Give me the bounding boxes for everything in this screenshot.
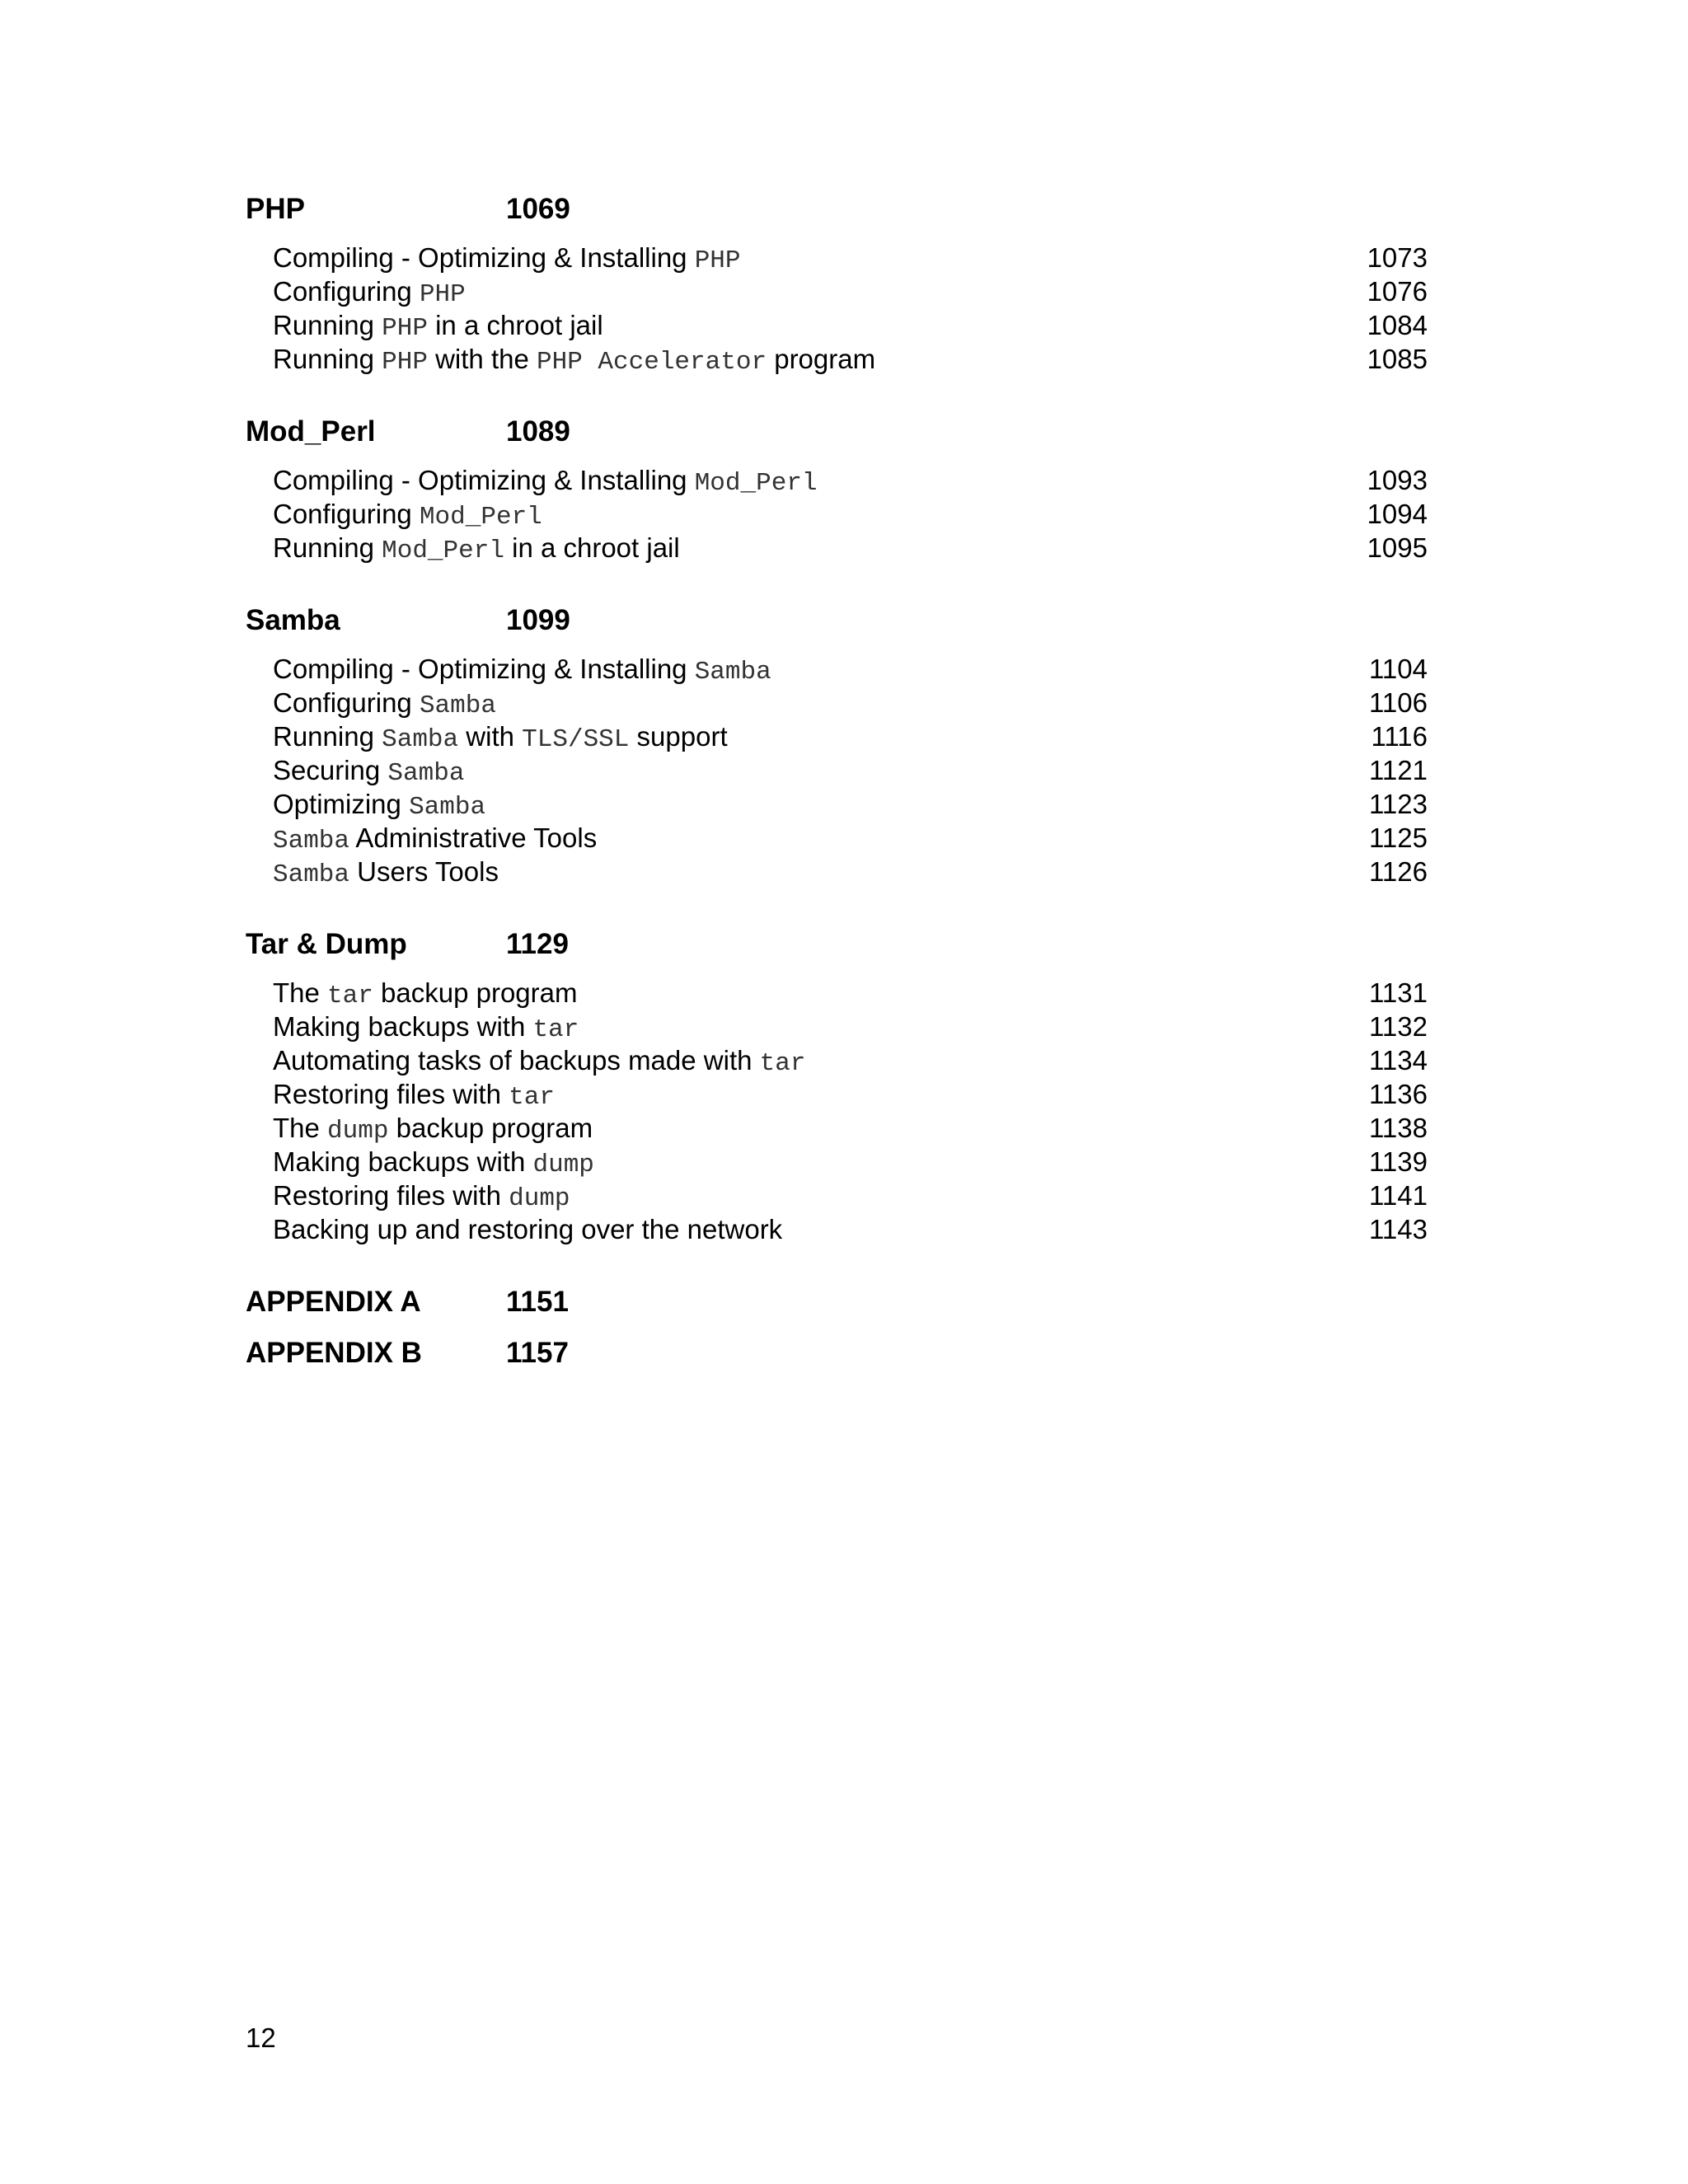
toc-entry xyxy=(246,821,1428,855)
entry-text: backup program xyxy=(388,1113,593,1143)
entry-page-number: 1138 xyxy=(1369,1113,1428,1143)
entry-code-text: tar xyxy=(509,1083,555,1112)
entry-list xyxy=(246,241,1428,376)
section-title: Tar & Dump xyxy=(246,928,407,960)
toc-appendices xyxy=(246,1286,1428,1383)
appendix-page-number: 1151 xyxy=(506,1286,569,1318)
appendix-heading xyxy=(246,1337,1428,1383)
toc-entry xyxy=(246,753,1428,787)
entry-text: Running xyxy=(273,310,382,340)
entry-text: Running xyxy=(273,344,382,374)
entry-text: Making backups with xyxy=(273,1011,533,1042)
entry-title xyxy=(273,342,875,379)
entry-code-text: Mod_Perl xyxy=(419,503,542,532)
entry-page-number: 1106 xyxy=(1369,687,1428,718)
entry-text: Securing xyxy=(273,755,388,785)
toc-entry xyxy=(246,1043,1428,1077)
entry-text: with xyxy=(458,721,523,752)
entry-page-number: 1076 xyxy=(1367,276,1428,307)
entry-text: Running xyxy=(273,532,382,563)
entry-code-text: PHP xyxy=(382,314,428,343)
entry-code-text: Mod_Perl xyxy=(382,537,504,565)
toc-entry xyxy=(246,1179,1428,1212)
toc-entry xyxy=(246,652,1428,686)
page-number: 12 xyxy=(246,2022,276,2053)
entry-code-text: Mod_Perl xyxy=(694,469,818,498)
entry-title xyxy=(273,497,542,534)
entry-title xyxy=(273,855,499,892)
section-heading xyxy=(246,415,1428,462)
toc-entry xyxy=(246,274,1428,308)
toc-section xyxy=(246,928,1428,1246)
toc-entry xyxy=(246,308,1428,342)
entry-title xyxy=(273,787,485,824)
entry-title xyxy=(273,241,741,278)
entry-title xyxy=(273,719,728,757)
entry-text: Compiling - Optimizing & Installing xyxy=(273,654,695,684)
entry-list xyxy=(246,976,1428,1246)
entry-title xyxy=(273,274,466,312)
entry-text: in a chroot jail xyxy=(427,310,603,340)
toc-entry xyxy=(246,855,1428,888)
appendix-heading xyxy=(246,1286,1428,1332)
entry-title xyxy=(273,531,680,568)
toc-entry xyxy=(246,463,1428,497)
entry-title xyxy=(273,652,771,689)
entry-text: Making backups with xyxy=(273,1146,533,1177)
entry-page-number: 1116 xyxy=(1371,721,1428,752)
entry-text: backup program xyxy=(373,977,578,1008)
entry-text: program xyxy=(767,344,876,374)
entry-code-text: Samba xyxy=(273,860,350,889)
entry-text: Compiling - Optimizing & Installing xyxy=(273,242,695,273)
entry-page-number: 1104 xyxy=(1369,654,1428,684)
entry-page-number: 1126 xyxy=(1369,856,1428,887)
toc-entry xyxy=(246,531,1428,565)
entry-text: support xyxy=(629,721,728,752)
toc-entry xyxy=(246,976,1428,1010)
entry-text: Optimizing xyxy=(273,789,410,819)
section-heading xyxy=(246,193,1428,239)
entry-title xyxy=(273,821,597,858)
entry-list xyxy=(246,652,1428,888)
entry-code-text: tar xyxy=(532,1015,579,1044)
section-title: Mod_Perl xyxy=(246,415,376,448)
entry-title xyxy=(273,1111,593,1148)
entry-text: Backing up and restoring over the network xyxy=(273,1214,783,1244)
entry-text: The xyxy=(273,977,328,1008)
table-of-contents xyxy=(246,193,1428,1388)
entry-title xyxy=(273,976,578,1013)
entry-page-number: 1141 xyxy=(1369,1180,1428,1211)
section-page-number: 1099 xyxy=(506,604,570,636)
entry-code-text: Samba xyxy=(273,827,350,855)
entry-text: Users Tools xyxy=(349,856,499,887)
entry-code-text: Samba xyxy=(419,691,496,720)
entry-text: in a chroot jail xyxy=(504,532,680,563)
entry-text: with the xyxy=(427,344,537,374)
entry-text: Restoring files with xyxy=(273,1079,509,1109)
toc-section xyxy=(246,193,1428,376)
toc-section xyxy=(246,604,1428,888)
entry-code-text: dump xyxy=(327,1117,389,1146)
toc-entry xyxy=(246,342,1428,376)
entry-text: The xyxy=(273,1113,328,1143)
entry-title xyxy=(273,1077,555,1114)
entry-title xyxy=(273,1010,579,1047)
entry-title xyxy=(273,753,464,790)
entry-page-number: 1121 xyxy=(1369,755,1428,785)
entry-code-text: PHP xyxy=(419,280,466,309)
entry-text: Running xyxy=(273,721,382,752)
appendix-title: APPENDIX B xyxy=(246,1337,422,1369)
entry-page-number: 1125 xyxy=(1369,823,1428,853)
entry-text: Administrative Tools xyxy=(349,823,598,853)
section-heading xyxy=(246,928,1428,974)
appendix-title: APPENDIX A xyxy=(246,1286,421,1318)
entry-code-text: tar xyxy=(759,1049,806,1078)
toc-sections xyxy=(246,193,1428,1246)
entry-page-number: 1094 xyxy=(1367,499,1428,529)
entry-title xyxy=(273,1212,782,1246)
entry-code-text: PHP xyxy=(382,348,428,377)
section-title: PHP xyxy=(246,193,305,225)
entry-page-number: 1139 xyxy=(1369,1146,1428,1177)
entry-code-text: dump xyxy=(532,1151,594,1179)
appendix-page-number: 1157 xyxy=(506,1337,569,1369)
toc-entry xyxy=(246,787,1428,821)
entry-page-number: 1093 xyxy=(1367,465,1428,495)
toc-section xyxy=(246,415,1428,565)
entry-page-number: 1084 xyxy=(1367,310,1428,340)
entry-title xyxy=(273,1179,570,1216)
entry-code-text: Samba xyxy=(694,658,771,687)
entry-title xyxy=(273,1043,805,1080)
entry-page-number: 1085 xyxy=(1367,344,1428,374)
toc-entry xyxy=(246,1111,1428,1145)
toc-entry xyxy=(246,497,1428,531)
toc-entry xyxy=(246,1145,1428,1179)
toc-entry xyxy=(246,1010,1428,1043)
entry-code-text: PHP xyxy=(694,246,741,275)
entry-page-number: 1095 xyxy=(1367,532,1428,563)
section-page-number: 1089 xyxy=(506,415,570,448)
entry-list xyxy=(246,463,1428,565)
entry-text: Compiling - Optimizing & Installing xyxy=(273,465,695,495)
toc-entry xyxy=(246,719,1428,753)
toc-entry xyxy=(246,241,1428,274)
entry-code-text: dump xyxy=(509,1184,570,1213)
entry-title xyxy=(273,1145,594,1182)
section-heading xyxy=(246,604,1428,650)
entry-text: Configuring xyxy=(273,687,420,718)
entry-code-text: TLS/SSL xyxy=(522,725,630,754)
entry-text: Configuring xyxy=(273,499,420,529)
entry-page-number: 1131 xyxy=(1369,977,1428,1008)
entry-code-text: PHP Accelerator xyxy=(537,348,767,377)
entry-code-text: Samba xyxy=(387,759,465,788)
toc-entry xyxy=(246,686,1428,719)
entry-page-number: 1073 xyxy=(1367,242,1428,273)
section-page-number: 1129 xyxy=(506,928,569,960)
toc-entry xyxy=(246,1212,1428,1246)
entry-text: Configuring xyxy=(273,276,420,307)
entry-code-text: tar xyxy=(327,982,373,1010)
section-title: Samba xyxy=(246,604,340,636)
entry-title xyxy=(273,308,603,345)
entry-page-number: 1136 xyxy=(1369,1079,1428,1109)
entry-text: Automating tasks of backups made with xyxy=(273,1045,760,1076)
entry-title xyxy=(273,463,818,500)
entry-code-text: Samba xyxy=(409,793,486,822)
entry-text: Restoring files with xyxy=(273,1180,509,1211)
entry-page-number: 1143 xyxy=(1369,1214,1428,1244)
entry-page-number: 1123 xyxy=(1369,789,1428,819)
toc-entry xyxy=(246,1077,1428,1111)
entry-page-number: 1134 xyxy=(1369,1045,1428,1076)
entry-page-number: 1132 xyxy=(1369,1011,1428,1042)
entry-code-text: Samba xyxy=(382,725,459,754)
entry-title xyxy=(273,686,496,723)
section-page-number: 1069 xyxy=(506,193,570,225)
